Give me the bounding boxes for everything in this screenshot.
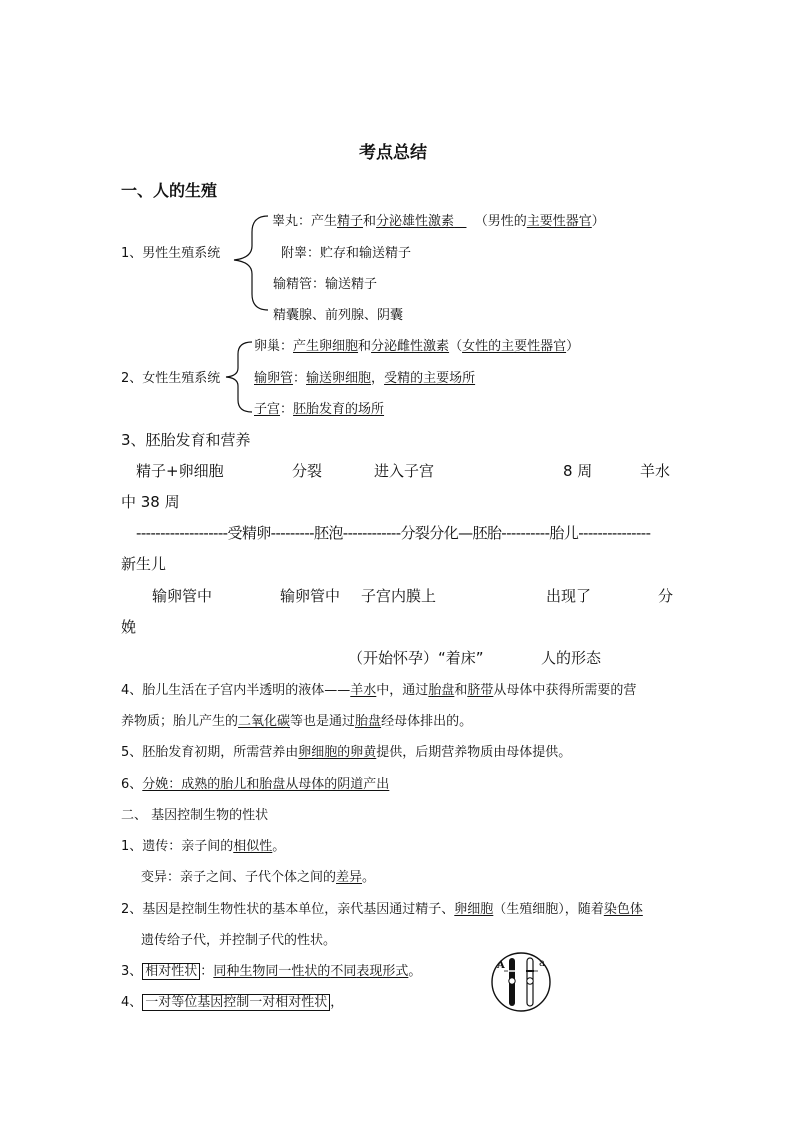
vas-deferens-line: 输精管：输送精子 xyxy=(273,277,378,292)
fetus-paragraph-line2: 养物质；胎儿产生的二氧化碳等也是通过胎盘经母体排出的。 xyxy=(121,714,473,729)
gene-paragraph-line1: 2、基因是控制生物性状的基本单位，亲代基因通过精子、卵细胞（生殖细胞），随着染色体 xyxy=(121,902,643,917)
allele-line: 4、 一对等位基因控制一对相对性状 ， xyxy=(121,995,344,1010)
row1-continuation: 中 38 周 xyxy=(121,493,180,511)
section-heading-reproduction: 一、人的生殖 xyxy=(121,181,218,200)
allele-label-dominant: A xyxy=(497,960,505,971)
fetus-paragraph-line1: 4、胎儿生活在子宫内半透明的液体——羊水中，通过胎盘和脐带从母体中获得所需要的营 xyxy=(121,683,637,698)
development-flow: -------------------受精卵---------胚泡------------分裂分化—胚胎----------胎儿--------------- xyxy=(136,524,651,542)
row1-item: 精子+卵细胞 xyxy=(136,462,224,480)
section-heading-genes: 二、 基因控制生物的性状 xyxy=(121,808,269,823)
row1-item: 8 周 xyxy=(563,462,593,480)
row3-item: 子宫内膜上 xyxy=(361,587,437,605)
row1-item: 进入子宫 xyxy=(374,462,435,480)
female-brace-icon xyxy=(224,340,254,414)
row3-item: 输卵管中 xyxy=(152,587,213,605)
newborn-label: 新生儿 xyxy=(121,555,167,573)
row3-item: 出现了 xyxy=(546,587,592,605)
glands-line: 精囊腺、前列腺、阴囊 xyxy=(273,308,404,323)
page-title: 考点总结 xyxy=(359,143,427,163)
delivery-paragraph: 6、分娩：成熟的胎儿和胎盘从母体的阴道产出 xyxy=(121,777,390,792)
ovary-line: 卵巢：产生卵细胞和分泌雌性激素（女性的主要性器官） xyxy=(254,339,580,354)
male-brace-icon xyxy=(230,214,270,314)
embryo-heading: 3、胚胎发育和营养 xyxy=(121,431,251,449)
row1-item: 羊水 xyxy=(640,462,671,480)
male-system-label: 1、男性生殖系统 xyxy=(121,246,221,261)
row1-item: 分裂 xyxy=(292,462,323,480)
relative-traits-line: 3、 相对性状 ：同种生物同一性状的不同表现形式。 xyxy=(121,964,422,979)
row3-item: 分 xyxy=(658,587,674,605)
row4-item: （开始怀孕）“着床” xyxy=(348,649,484,667)
uterus-line: 子宫：胚胎发育的场所 xyxy=(254,402,385,417)
heredity-line: 1、遗传：亲子间的相似性。 xyxy=(121,839,286,854)
testis-line: 睾丸：产生精子和分泌雄性激素 （男性的主要性器官） xyxy=(272,214,605,229)
row3-continuation: 娩 xyxy=(121,618,137,636)
epididymis-line: 附睾：贮存和输送精子 xyxy=(281,246,412,261)
row4-item: 人的形态 xyxy=(541,649,602,667)
gene-paragraph-line2: 遗传给子代，并控制子代的性状。 xyxy=(141,933,337,948)
oviduct-line: 输卵管：输送卵细胞，受精的主要场所 xyxy=(254,371,476,386)
allele-label-recessive: a xyxy=(539,958,545,969)
early-nutrition-paragraph: 5、胚胎发育初期，所需营养由卵细胞的卵黄提供，后期营养物质由母体提供。 xyxy=(121,745,572,760)
row3-item: 输卵管中 xyxy=(280,587,341,605)
female-system-label: 2、女性生殖系统 xyxy=(121,371,221,386)
variation-line: 变异：亲子之间、子代个体之间的差异。 xyxy=(141,870,376,885)
